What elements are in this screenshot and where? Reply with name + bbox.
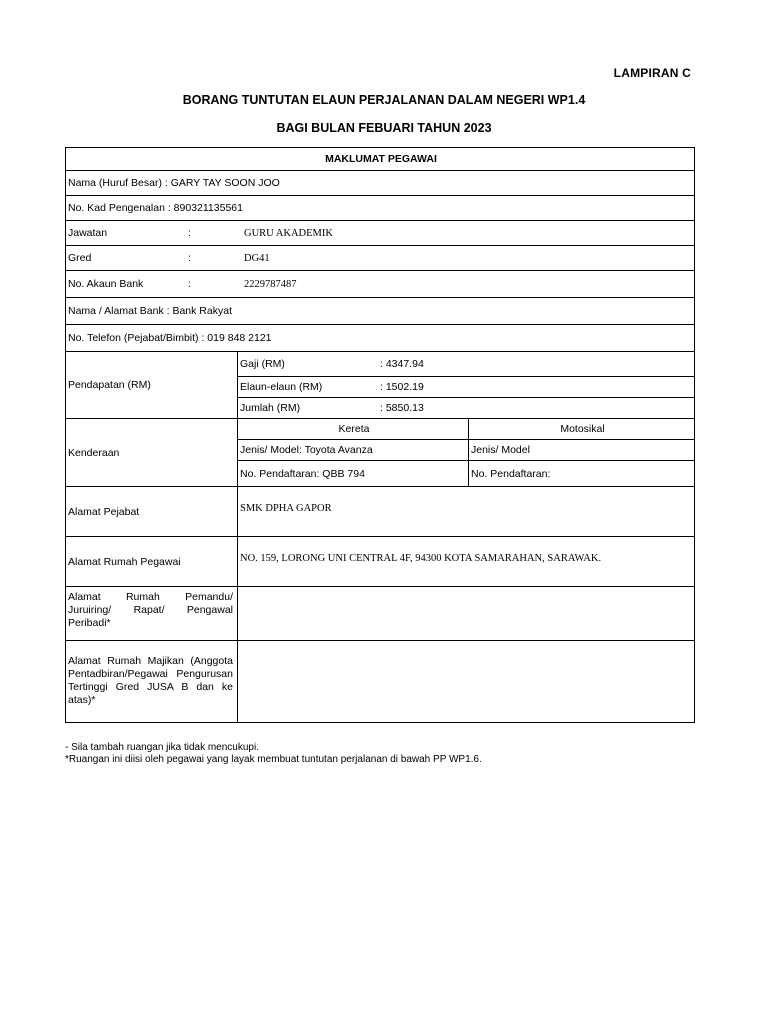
note-eligibility: *Ruangan ini diisi oleh pegawai yang layak membuat tuntutan perjalanan di bawah PP WP1.6. bbox=[65, 754, 482, 765]
attachment-label: LAMPIRAN C bbox=[613, 66, 691, 80]
allowance-row bbox=[238, 377, 695, 398]
total-label: Jumlah (RM) bbox=[240, 402, 301, 414]
salary-value: : 4347.94 bbox=[380, 358, 424, 370]
grade-value: DG41 bbox=[244, 253, 270, 264]
bank-account-colon: : bbox=[188, 278, 191, 290]
position-colon: : bbox=[188, 227, 191, 239]
home-address-label: Alamat Rumah Pegawai bbox=[66, 537, 238, 587]
form-notes bbox=[65, 742, 482, 766]
form-title: BORANG TUNTUTAN ELAUN PERJALANAN DALAM NEGERI WP1.4 bbox=[182, 93, 586, 107]
home-address-value: NO. 159, LORONG UNI CENTRAL 4F, 94300 KOTA SAMARAHAN, SARAWAK. bbox=[238, 537, 695, 587]
employer-address-label bbox=[66, 641, 238, 723]
note-add-rows: - Sila tambah ruangan jika tidak mencukupi. bbox=[65, 742, 259, 753]
phone-field: No. Telefon (Pejabat/Bimbit) : 019 848 2121 bbox=[66, 325, 695, 352]
income-label: Pendapatan (RM) bbox=[66, 352, 238, 419]
employer-address-value bbox=[238, 641, 695, 723]
bank-account-value: 2229787487 bbox=[244, 279, 297, 290]
name-field: Nama (Huruf Besar) : GARY TAY SOON JOO bbox=[66, 171, 695, 196]
salary-label: Gaji (RM) bbox=[240, 358, 285, 370]
position-label: Jawatan bbox=[68, 227, 108, 239]
car-header: Kereta bbox=[238, 419, 469, 440]
allowance-label: Elaun-elaun (RM) bbox=[240, 381, 323, 393]
form-subtitle: BAGI BULAN FEBUARI TAHUN 2023 bbox=[276, 121, 492, 135]
bank-name-field: Nama / Alamat Bank : Bank Rakyat bbox=[66, 298, 695, 325]
grade-field bbox=[66, 246, 695, 271]
bank-account-field bbox=[66, 271, 695, 298]
driver-address-label-text: Alamat Rumah Pemandu/ Juruiring/ Rapat/ Pengawal Peribadi* bbox=[68, 591, 233, 629]
position-field bbox=[66, 221, 695, 246]
motorcycle-header: Motosikal bbox=[469, 419, 695, 440]
grade-colon: : bbox=[188, 252, 191, 264]
ic-number-field: No. Kad Pengenalan : 890321135561 bbox=[66, 196, 695, 221]
allowance-value: : 1502.19 bbox=[380, 381, 424, 393]
driver-address-label bbox=[66, 587, 238, 641]
motorcycle-registration: No. Pendaftaran: bbox=[469, 461, 695, 487]
employer-address-label-text: Alamat Rumah Majikan (Anggota Pentadbiran/Pegawai Pengurusan Tertinggi Gred JUSA B dan ke atas)* bbox=[68, 655, 233, 706]
vehicle-label: Kenderaan bbox=[66, 419, 238, 487]
driver-address-value bbox=[238, 587, 695, 641]
employee-info-table bbox=[65, 147, 695, 723]
total-row bbox=[238, 398, 695, 419]
motorcycle-model: Jenis/ Model bbox=[469, 440, 695, 461]
car-model: Jenis/ Model: Toyota Avanza bbox=[238, 440, 469, 461]
total-value: : 5850.13 bbox=[380, 402, 424, 414]
grade-label: Gred bbox=[68, 252, 92, 264]
office-address-value: SMK DPHA GAPOR bbox=[238, 487, 695, 537]
section-header: MAKLUMAT PEGAWAI bbox=[66, 148, 695, 171]
salary-row bbox=[238, 352, 695, 377]
position-value: GURU AKADEMIK bbox=[244, 228, 333, 239]
car-registration: No. Pendaftaran: QBB 794 bbox=[238, 461, 469, 487]
office-address-label: Alamat Pejabat bbox=[66, 487, 238, 537]
bank-account-label: No. Akaun Bank bbox=[68, 278, 144, 290]
